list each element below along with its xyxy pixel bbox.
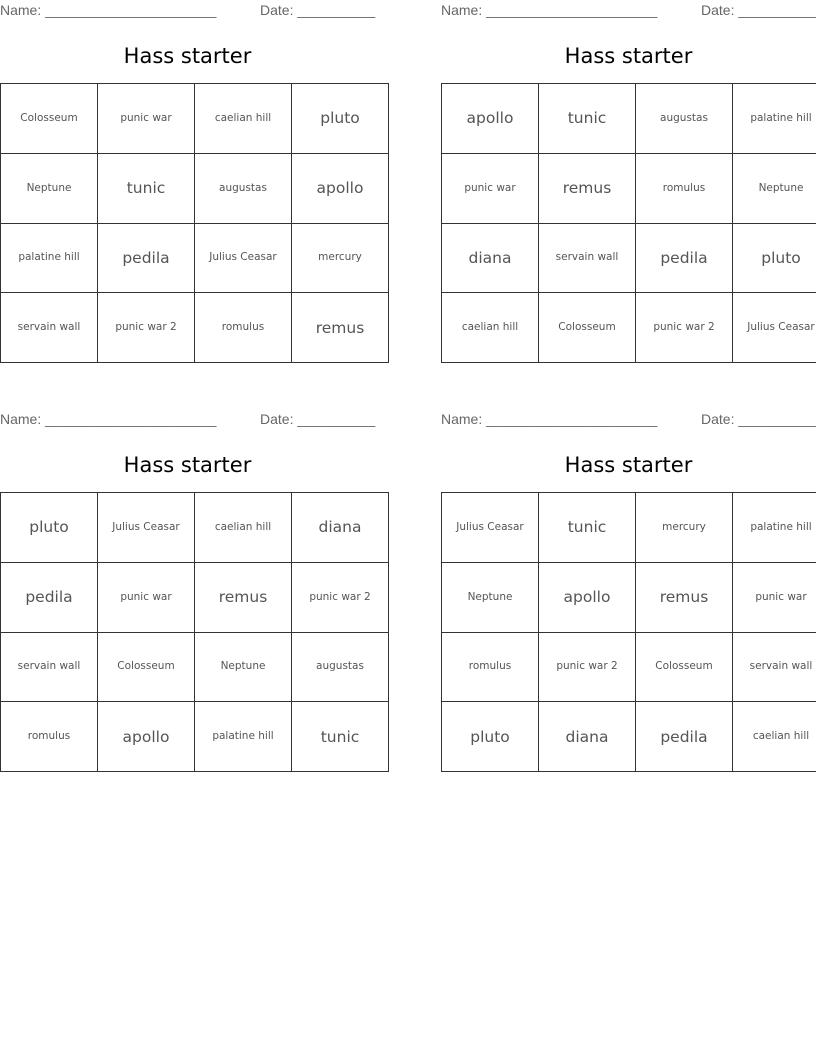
grid-cell: apollo (98, 702, 195, 772)
grid-row (442, 702, 816, 772)
grid-cell: pedila (1, 562, 98, 632)
grid-cell: servain wall (1, 632, 98, 702)
grid-cell: tunic (98, 153, 195, 223)
name-date-line (0, 411, 375, 429)
date-field-label: Date: __________ (701, 2, 816, 18)
grid-cell: pluto (1, 493, 98, 563)
name-date-line (441, 411, 816, 429)
grid-cell: caelian hill (195, 84, 292, 154)
grid-cell: mercury (636, 493, 733, 563)
grid-cell: servain wall (1, 293, 98, 363)
grid-cell: diana (292, 493, 389, 563)
grid-cell: tunic (539, 493, 636, 563)
grid-cell: pluto (442, 702, 539, 772)
grid-cell: Neptune (195, 632, 292, 702)
grid-cell: palatine hill (195, 702, 292, 772)
grid-cell: Julius Ceasar (442, 493, 539, 563)
card-title: Hass starter (123, 44, 252, 68)
grid-row (442, 293, 816, 363)
bingo-card-3 (0, 409, 375, 769)
grid-cell: augustas (195, 153, 292, 223)
grid-cell: mercury (292, 223, 389, 293)
grid-row (442, 84, 816, 154)
grid-row (1, 84, 389, 154)
card-title: Hass starter (564, 44, 693, 68)
grid-row (442, 493, 816, 563)
grid-cell: remus (195, 562, 292, 632)
grid-cell: apollo (539, 562, 636, 632)
bingo-grid (441, 83, 816, 363)
grid-cell: Colosseum (636, 632, 733, 702)
date-field-label: Date: __________ (260, 411, 376, 427)
grid-cell: Neptune (733, 153, 816, 223)
grid-cell: tunic (539, 84, 636, 154)
grid-cell: augustas (292, 632, 389, 702)
grid-cell: punic war 2 (292, 562, 389, 632)
grid-cell: Neptune (1, 153, 98, 223)
name-date-line (441, 2, 816, 20)
card-title: Hass starter (123, 453, 252, 477)
grid-cell: punic war (442, 153, 539, 223)
grid-cell: pedila (636, 702, 733, 772)
grid-cell: caelian hill (442, 293, 539, 363)
grid-cell: Colosseum (98, 632, 195, 702)
grid-row (1, 493, 389, 563)
grid-row (442, 562, 816, 632)
grid-cell: punic war (98, 562, 195, 632)
bingo-grid (441, 492, 816, 772)
grid-cell: remus (292, 293, 389, 363)
grid-row (442, 632, 816, 702)
grid-cell: Neptune (442, 562, 539, 632)
grid-cell: apollo (292, 153, 389, 223)
grid-cell: romulus (636, 153, 733, 223)
bingo-grid (0, 492, 389, 772)
name-field-label: Name: ______________________ (441, 411, 658, 427)
card-title: Hass starter (564, 453, 693, 477)
date-field-label: Date: __________ (260, 2, 376, 18)
grid-row (1, 702, 389, 772)
name-field-label: Name: ______________________ (0, 411, 217, 427)
bingo-card-2 (441, 0, 816, 360)
grid-cell: punic war (733, 562, 816, 632)
grid-cell: pedila (98, 223, 195, 293)
grid-cell: diana (442, 223, 539, 293)
grid-cell: palatine hill (1, 223, 98, 293)
grid-cell: pluto (733, 223, 816, 293)
name-field-label: Name: ______________________ (441, 2, 658, 18)
grid-cell: Julius Ceasar (195, 223, 292, 293)
grid-cell: apollo (442, 84, 539, 154)
grid-cell: tunic (292, 702, 389, 772)
grid-cell: servain wall (539, 223, 636, 293)
grid-cell: punic war 2 (539, 632, 636, 702)
bingo-card-4 (441, 409, 816, 769)
grid-cell: servain wall (733, 632, 816, 702)
grid-cell: Colosseum (1, 84, 98, 154)
grid-cell: Colosseum (539, 293, 636, 363)
grid-cell: Julius Ceasar (733, 293, 816, 363)
grid-cell: augustas (636, 84, 733, 154)
grid-cell: caelian hill (733, 702, 816, 772)
grid-cell: remus (636, 562, 733, 632)
name-date-line (0, 2, 375, 20)
grid-row (442, 153, 816, 223)
grid-cell: palatine hill (733, 493, 816, 563)
grid-cell: caelian hill (195, 493, 292, 563)
grid-cell: punic war 2 (98, 293, 195, 363)
grid-cell: romulus (1, 702, 98, 772)
grid-cell: diana (539, 702, 636, 772)
grid-cell: romulus (442, 632, 539, 702)
grid-row (1, 223, 389, 293)
grid-row (1, 153, 389, 223)
grid-row (442, 223, 816, 293)
grid-cell: remus (539, 153, 636, 223)
date-field-label: Date: __________ (701, 411, 816, 427)
grid-row (1, 562, 389, 632)
grid-cell: Julius Ceasar (98, 493, 195, 563)
name-field-label: Name: ______________________ (0, 2, 217, 18)
grid-cell: palatine hill (733, 84, 816, 154)
grid-cell: pluto (292, 84, 389, 154)
grid-row (1, 293, 389, 363)
bingo-card-1 (0, 0, 375, 360)
bingo-grid (0, 83, 389, 363)
grid-cell: punic war (98, 84, 195, 154)
grid-cell: punic war 2 (636, 293, 733, 363)
grid-cell: pedila (636, 223, 733, 293)
grid-row (1, 632, 389, 702)
grid-cell: romulus (195, 293, 292, 363)
